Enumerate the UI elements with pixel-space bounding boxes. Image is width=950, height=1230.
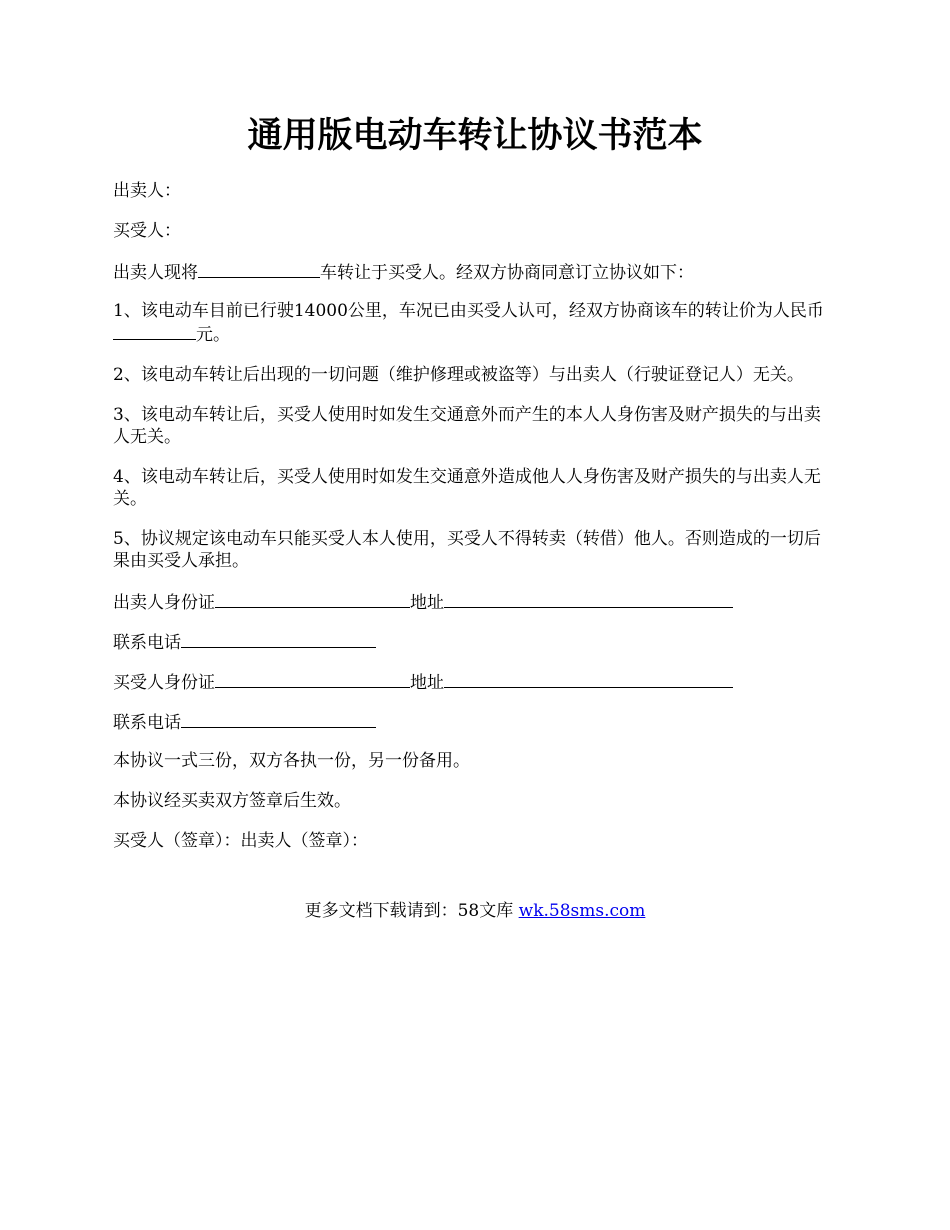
seller-address-label: 地址 — [410, 593, 444, 613]
seller-phone-blank — [181, 630, 376, 648]
buyer-phone-line — [113, 710, 835, 732]
seller-id-blank — [215, 590, 410, 608]
seller-phone-line — [113, 630, 835, 652]
clause-5: 5、协议规定该电动车只能买受人本人使用，买受人不得转卖（转借）他人。否则造成的一切后果由买受人承担。 — [113, 529, 821, 571]
buyer-id-label: 买受人身份证 — [113, 673, 215, 693]
buyer-id-blank — [215, 670, 410, 688]
seller-address-blank — [444, 590, 733, 608]
buyer-address-blank — [444, 670, 733, 688]
clause-1-after: 元。 — [196, 325, 230, 345]
seller-id-line — [113, 590, 835, 612]
document-body — [113, 180, 835, 870]
footer-link[interactable]: wk.58sms.com — [518, 901, 646, 921]
buyer-id-line — [113, 670, 835, 692]
seller-id-label: 出卖人身份证 — [113, 593, 215, 613]
clause-1 — [113, 300, 835, 346]
price-blank — [113, 322, 196, 340]
clause-4: 4、该电动车转让后，买受人使用时如发生交通意外造成他人人身伤害及财产损失的与出卖人无关。 — [113, 467, 821, 509]
effective-paragraph: 本协议经买卖双方签章后生效。 — [113, 791, 351, 811]
buyer-phone-label: 联系电话 — [113, 713, 181, 733]
intro-before: 出卖人现将 — [113, 263, 198, 283]
intro-paragraph — [113, 260, 835, 282]
footer — [0, 900, 950, 922]
intro-after: 车转让于买受人。经双方协商同意订立协议如下： — [320, 263, 694, 283]
seller-phone-label: 联系电话 — [113, 633, 181, 653]
clause-1-text: 1、该电动车目前已行驶14000公里，车况已由买受人认可，经双方协商该车的转让价为人民币 — [113, 301, 824, 321]
buyer-address-label: 地址 — [410, 673, 444, 693]
clause-3: 3、该电动车转让后，买受人使用时如发生交通意外而产生的本人人身伤害及财产损失的与出卖人无关。 — [113, 405, 821, 447]
footer-text: 更多文档下载请到：58文库 — [304, 901, 514, 921]
seller-line: 出卖人： — [113, 181, 181, 201]
vehicle-blank — [198, 260, 320, 278]
signature-line: 买受人（签章）：出卖人（签章）： — [113, 831, 368, 851]
buyer-line: 买受人： — [113, 221, 181, 241]
document-title: 通用版电动车转让协议书范本 — [247, 115, 703, 156]
buyer-phone-blank — [181, 710, 376, 728]
clause-2: 2、该电动车转让后出现的一切问题（维护修理或被盗等）与出卖人（行驶证登记人）无关。 — [113, 365, 804, 385]
copies-paragraph: 本协议一式三份，双方各执一份，另一份备用。 — [113, 751, 470, 771]
